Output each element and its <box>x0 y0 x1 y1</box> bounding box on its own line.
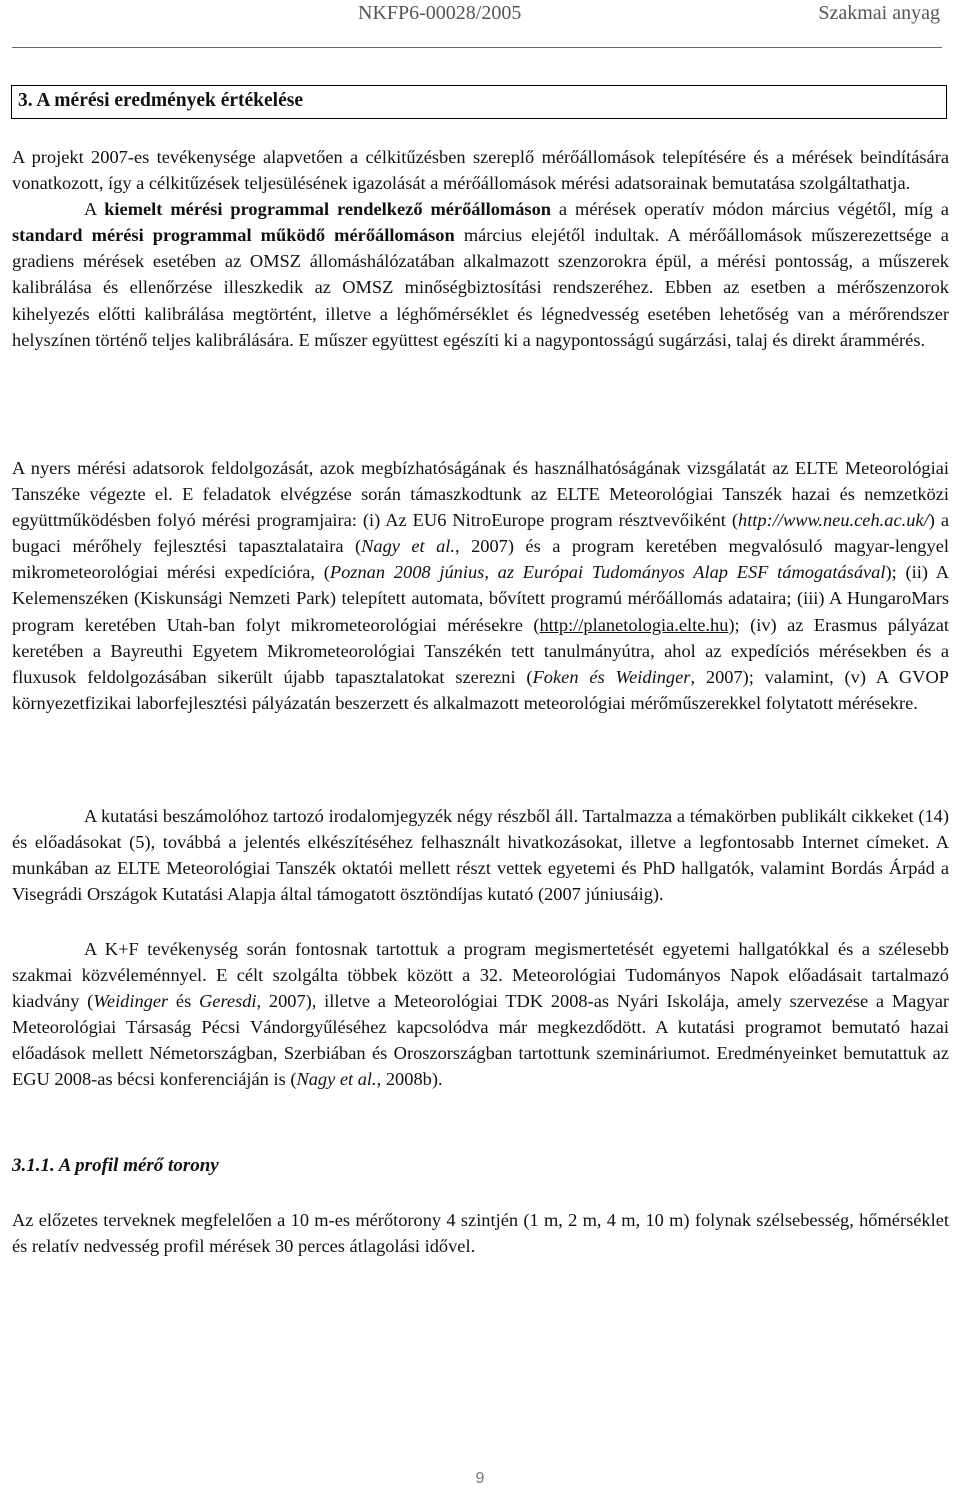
citation-geresdi: Geresdi <box>199 991 257 1012</box>
paragraph-1: A projekt 2007-es tevékenysége alapvetően a célkitűzésben szereplő mérőállomások telepítésére és a mérések beindítására vonatkozott, így a célkitűzések teljesülésének igazolását a mérőállomások mérési adatsorainak bemutatása szolgáltathatja. A kiemelt mérési programmal rendelkező mérőállomáson a mérések operatív módon március végétől, míg a standard mérési programmal működő mérőállomáson március elejétől indultak. A mérőállomások műszerezettsége a gradiens mérések esetében az OMSZ állomáshálózatában alkalmazott szenzorokra épül, a mérési pontosság, a műszerek kalibrálása és ellenőrzése illeszkedik az OMSZ minőségbiztosítási rendszeréhez. Ebben az esetben a mérőszenzorok kihelyezés előtti kalibrálása megtörtént, illetve a léghőmérséklet és légnedvesség esetében lehetőség van a mérőrendszer helyszínen történő teljes kalibrálására. E műszer együttest egészíti ki a nagypontosságú sugárzási, talaj és direkt árammérés. <box>12 147 949 350</box>
section-title: 3. A mérési eredmények értékelése <box>18 90 303 111</box>
section-heading-box <box>11 85 947 119</box>
citation-weidinger: Weidinger <box>93 991 169 1012</box>
emphasis-kiemelt: kiemelt mérési programmal rendelkező mérőállomáson <box>104 199 551 220</box>
header-document-type: Szakmai anyag <box>818 2 940 24</box>
emphasis-standard: standard mérési programmal működő mérőállomáson <box>12 225 455 246</box>
paragraph-5: Az előzetes terveknek megfelelően a 10 m-es mérőtorony 4 szintjén (1 m, 2 m, 4 m, 10 m) folynak szélsebesség, hőmérséklet és relatív nedvesség profil mérések 30 perces átlagolási idővel. <box>12 1210 949 1257</box>
paragraph-2: A nyers mérési adatsorok feldolgozását, azok megbízhatóságának és használhatóságának vizsgálatát az ELTE Meteorológiai Tanszéke végezte el. E feladatok elvégzése során támaszkodtunk az ELTE Meteorológiai Tanszék hazai és nemzetközi együttműködésben folyó mérési programjaira: (i) Az EU6 NitroEurope program résztvevőiként (http://www.neu.ceh.ac.uk/) a bugaci mérőhely fejlesztési tapasztalataira (Nagy et al., 2007) és a program keretében megvalósuló magyar-lengyel mikrometeorológiai mérési expedícióra, (Poznan 2008 június, az Európai Tudományos Alap ESF támogatásával); (ii) A Kelemenszéken (Kiskunsági Nemzeti Park) telepített automata, bővített programú mérőállomás adataira; (iii) A HungaroMars program keretében Utah-ban folyt mikrometeorológiai mérésekre (http://planetologia.elte.hu); (iv) az Erasmus pályázat keretében a Bayreuthi Egyetem Mikrometeorológiai Tanszékén tett tanulmányútra, ahol az expedíciós mérésekben és a fluxusok feldolgozásában sikerült újabb tapasztalatokat szerezni (Foken és Weidinger, 2007); valamint, (v) A GVOP környezetfizikai laborfejlesztési pályázatán beszerzett és alkalmazott meteorológiai mérőműszerekkel folytatott mérésekre. <box>12 458 949 713</box>
header-project-code: NKFP6-00028/2005 <box>358 2 522 24</box>
link-neu-ceh[interactable]: http://www.neu.ceh.ac.uk/ <box>738 510 929 531</box>
citation-foken: Foken és Weidinger <box>532 666 691 687</box>
citation-poznan: Poznan 2008 június, az Európai Tudományos Alap ESF támogatásával <box>329 562 886 583</box>
citation-nagy: Nagy et al. <box>361 536 456 557</box>
paragraph-1-sentence-1: A projekt 2007-es tevékenysége alapvetően a célkitűzésben szereplő mérőállomások telepítésére és a mérések beindítására vonatkozott, így a célkitűzések teljesülésének igazolását a mérőállomások mérési adatsorainak bemutatása szolgáltathatja. <box>12 147 949 194</box>
citation-nagy-2008: Nagy et al. <box>296 1069 377 1090</box>
header-divider <box>12 47 942 48</box>
page-number: 9 <box>475 1470 485 1487</box>
paragraph-4: A K+F tevékenység során fontosnak tartottuk a program megismertetését egyetemi hallgatókkal és a szélesebb szakmai közvéleménnyel. E célt szolgálta többek között a 32. Meteorológiai Tudományos Napok előadásait tartalmazó kiadvány (Weidinger és Geresdi, 2007), illetve a Meteorológiai TDK 2008-as Nyári Iskolája, amely szervezése a Magyar Meteorológiai Társaság Pécsi Vándorgyűléséhez kapcsolódva már megkezdődött. A kutatási programot bemutató hazai előadások mellett Németországban, Szerbiában és Oroszországban tartottunk szemináriumot. Eredményeinket bemutattuk az EGU 2008-as bécsi konferenciáján is (Nagy et al., 2008b). <box>12 939 950 1090</box>
subsection-title: 3.1.1. A profil mérő torony <box>12 1155 219 1176</box>
link-planetologia[interactable]: http://planetologia.elte.hu <box>539 614 729 635</box>
paragraph-3: A kutatási beszámolóhoz tartozó irodalomjegyzék négy részből áll. Tartalmazza a témakörben publikált cikkeket (14) és előadásokat (5), továbbá a jelentés elkészítéséhez felhasznált hivatkozásokat, illetve a legfontosabb Internet címeket. A munkában az ELTE Meteorológiai Tanszék oktatói mellett részt vettek egyetemi és PhD hallgatók, valamint Bordás Árpád a Visegrádi Országok Kutatási Alapja által támogatott ösztöndíjas kutató (2007 júniusáig). <box>12 806 949 905</box>
